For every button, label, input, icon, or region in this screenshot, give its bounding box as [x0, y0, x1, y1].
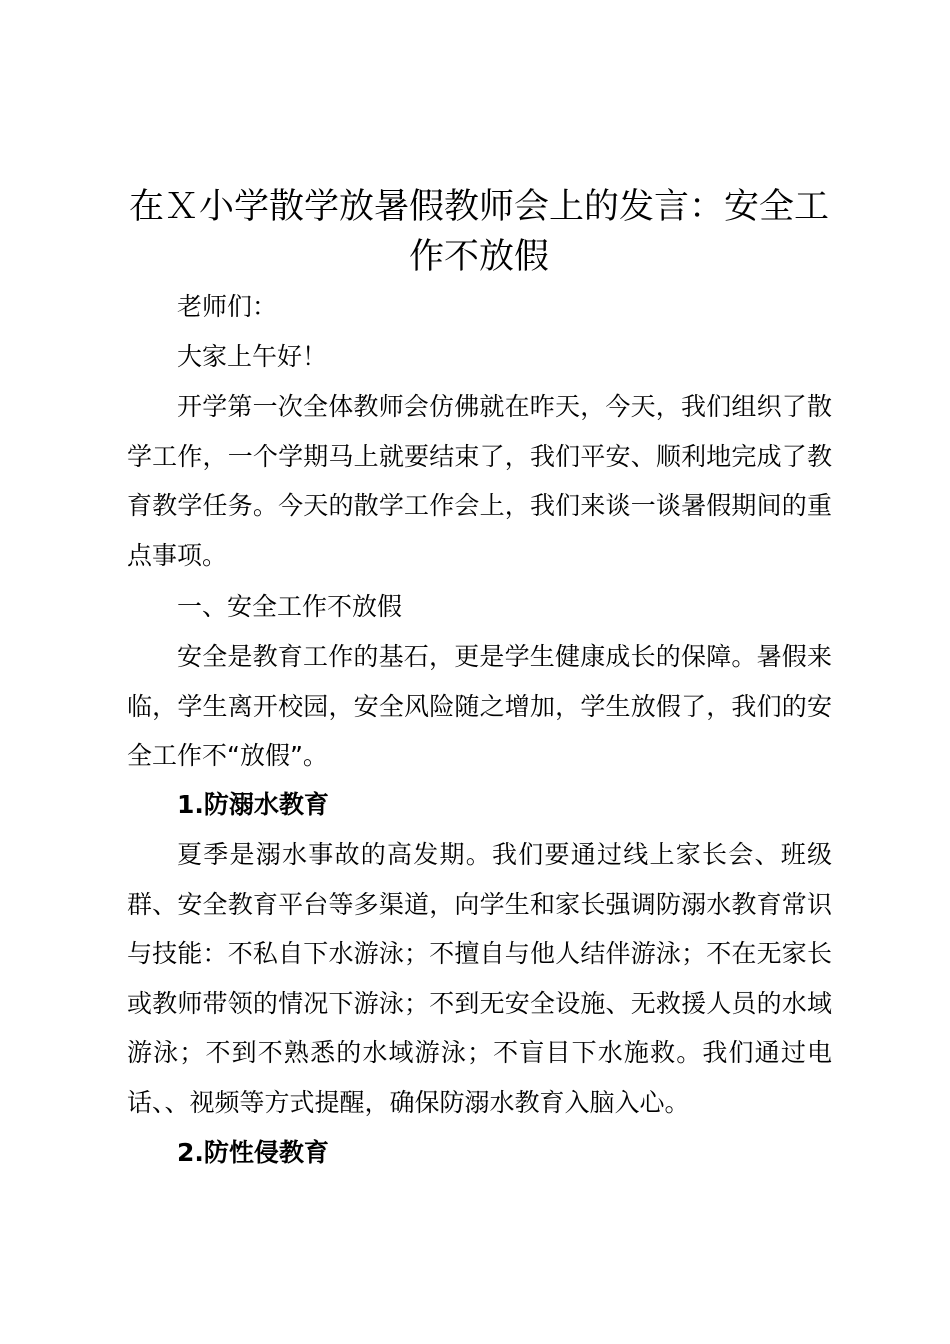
safety-paragraph: 安全是教育工作的基石，更是学生健康成长的保障。暑假来临，学生离开校园，安全风险随之增加，学生放假了，我们的安全工作不“放假”。: [127, 642, 832, 770]
document-title: 在Ｘ小学散学放暑假教师会上的发言：安全工作不放假: [128, 187, 829, 277]
drowning-paragraph: 夏季是溺水事故的高发期。我们要通过线上家长会、班级群、安全教育平台等多渠道，向学生和家长强调防溺水教育常识与技能：不私自下水游泳；不擅自与他人结伴游泳；不在无家长或教师带领的情况下游泳；不到无安全设施、无救援人员的水域游泳；不到不熟悉的水域游泳；不盲目下水施救。我们通过电话、、视频等方式提醒，确保防溺水教育入脑入心。: [127, 840, 832, 1117]
greeting-line: 大家上午好！: [177, 342, 328, 371]
greeting-salutation: 老师们：: [177, 292, 278, 321]
intro-paragraph: 开学第一次全体教师会仿佛就在昨天，今天，我们组织了散学工作，一个学期马上就要结束了，我们平安、顺利地完成了教育教学任务。今天的散学工作会上，我们来谈一谈暑假期间的重点事项。: [127, 392, 832, 570]
section-heading: 一、安全工作不放假: [177, 592, 403, 621]
subheading-drowning: 1.防溺水教育: [177, 790, 329, 819]
subheading-sexual-assault: 2.防性侵教育: [177, 1138, 329, 1167]
